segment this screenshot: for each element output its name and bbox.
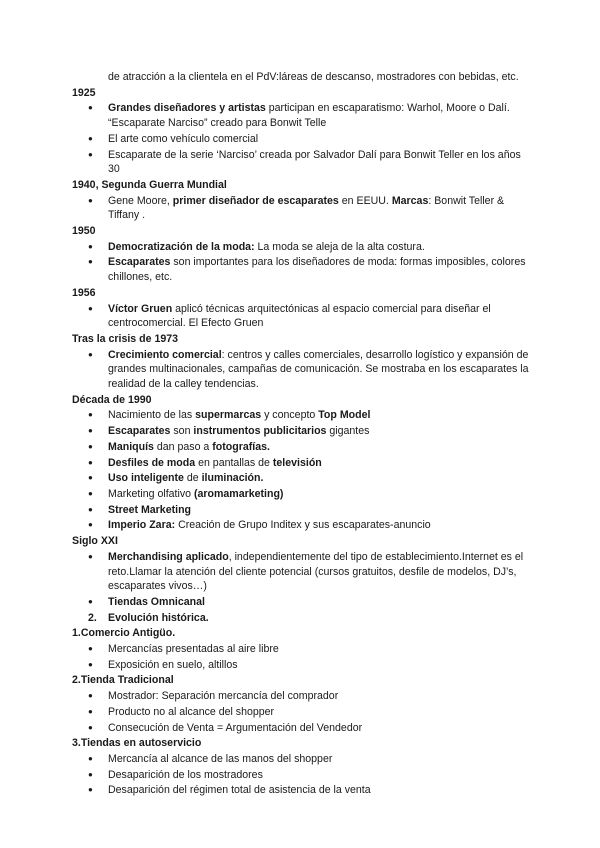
text-run: en EEUU. [338,194,392,207]
bold-text: Crecimiento comercial [108,348,222,361]
numbered-item-number: 2. [88,611,97,624]
bullet-item [72,194,532,223]
numbered-item-text: Evolución histórica. [108,611,209,624]
section-heading: 1925 [72,86,96,99]
bullet-item [72,408,532,423]
subsection-heading: 1.Comercio Antigüo. [72,627,176,640]
bold-text: Top Model [318,409,371,422]
bold-text: Escaparates [108,425,171,438]
section-bullet-list [72,101,532,177]
text-run: : centros y calles comerciales, desarrollo logístico y expansión de grandes multinacionales, campañas de comunicación. Se mostraba en los escaparates la realidad de la calley tendencias. [108,348,529,391]
bold-text: primer diseñador de escaparates [172,194,339,207]
section-bullet-list [72,302,532,331]
section-bullet-list [72,408,532,533]
numbered-item [72,611,532,626]
bullet-item [72,255,532,284]
bullet-item [72,503,532,518]
bullet-item: ● Desaparición del régimen total de asistencia de la venta [72,783,532,798]
bullet-item [72,456,532,471]
bold-text: Street Marketing [108,503,192,516]
text-run: , independientemente del tipo de establecimiento.Internet es el reto.Llamar la atención del cliente potencial (cursos gratuitos, desfile de modelos, DJ’s, escaparates vivos…) [108,550,524,593]
text-run: Gene Moore, [108,194,173,207]
bullet-item: ● Mostrador: Separación mercancía del comprador [72,689,532,704]
bullet-item [72,132,532,147]
bullet-item [72,348,532,392]
bold-text: Maniquís [108,440,154,453]
bullet-item: ● Producto no al alcance del shopper [72,705,532,720]
bullet-item [72,550,532,594]
text-run: Escaparate de la serie ‘Narciso’ creada por Salvador Dalí para Bonwit Teller en los años 30 [108,148,521,176]
text-run: El arte como vehículo comercial [108,132,259,145]
text-run: son [170,425,194,438]
bold-text: Grandes diseñadores y artistas [108,102,266,115]
text-run: son importantes para los diseñadores de moda: formas imposibles, colores chillones, etc. [108,256,526,284]
section-bullet-list [72,550,532,610]
document-page [72,70,532,799]
bold-text: Tiendas Omnicanal [108,595,205,608]
bold-text: iluminación. [201,472,264,485]
numbered-list [72,611,532,626]
history-sections [72,86,532,610]
section-heading: Década de 1990 [72,393,152,406]
text-run: en pantallas de [195,456,273,469]
bold-text: Víctor Gruen [108,302,173,315]
bold-text: Merchandising aplicado [108,550,229,563]
intro-continuation: de atracción a la clientela en el PdV:láreas de descanso, mostradores con bebidas, etc. [108,71,519,83]
bullet-item: ● Mercancía al alcance de las manos del shopper [72,752,532,767]
text-run: y concepto [261,409,319,422]
subsection-bullet-list [72,689,532,735]
bold-text: Desfiles de moda [108,456,196,469]
text-run: de [183,472,202,485]
section-bullet-list [72,240,532,285]
bullet-item: ● Desaparición de los mostradores [72,768,532,783]
bullet-item [72,101,532,130]
bullet-item [72,471,532,486]
bold-text: Uso inteligente [108,472,184,485]
text-run: La moda se aleja de la alta costura. [254,240,425,253]
bold-text: instrumentos publicitarios [193,425,327,438]
section-heading: Tras la crisis de 1973 [72,332,179,345]
text-run: dan paso a [153,440,213,453]
text-run: Marketing olfativo [108,487,194,500]
bullet-item [72,302,532,331]
bold-text: televisión [272,456,322,469]
section-bullet-list [72,194,532,223]
bold-text: fotografías. [212,440,270,453]
bullet-item [72,518,532,533]
bold-text: Imperio Zara: [108,519,176,532]
bold-text: Marcas [391,194,429,207]
text-run: Nacimiento de las [108,409,196,422]
bullet-item: ● Exposición en suelo, altillos [72,658,532,673]
evolution-subsections [72,626,532,798]
text-run: aplicó técnicas arquitectónicas al espacio comercial para diseñar el centrocomercial. El Efecto Gruen [108,302,491,330]
section-heading: 1956 [72,286,96,299]
bullet-item [72,240,532,255]
text-run: Creación de Grupo Inditex y sus escaparates-anuncio [175,519,431,532]
bullet-item [72,440,532,455]
section-heading: 1950 [72,225,96,238]
section-heading: Siglo XXI [72,535,118,548]
section-bullet-list [72,348,532,392]
text-run: : Bonwit Teller & Tiffany . [108,194,505,222]
bullet-item [72,424,532,439]
text-run: gigantes [326,425,370,438]
bullet-item: ● Mercancías presentadas al aire libre [72,642,532,657]
subsection-bullet-list [72,642,532,672]
subsection-bullet-list [72,752,532,798]
bullet-item [72,487,532,502]
bullet-item [72,148,532,177]
bullet-item: ● Consecución de Venta = Argumentación del Vendedor [72,721,532,736]
bold-text: (aromamarketing) [193,487,284,500]
text-run: participan en escaparatismo: Warhol, Moore o Dalí. “Escaparate Narciso” creado para Bonwit Telle [108,102,510,130]
bold-text: Democratización de la moda: [108,240,255,253]
bullet-item [72,595,532,610]
bold-text: Escaparates [108,256,171,269]
subsection-heading: 2.Tienda Tradicional [72,674,174,687]
subsection-heading: 3.Tiendas en autoservicio [72,737,202,750]
section-heading: 1940, Segunda Guerra Mundial [72,178,227,191]
bold-text: supermarcas [195,409,262,422]
